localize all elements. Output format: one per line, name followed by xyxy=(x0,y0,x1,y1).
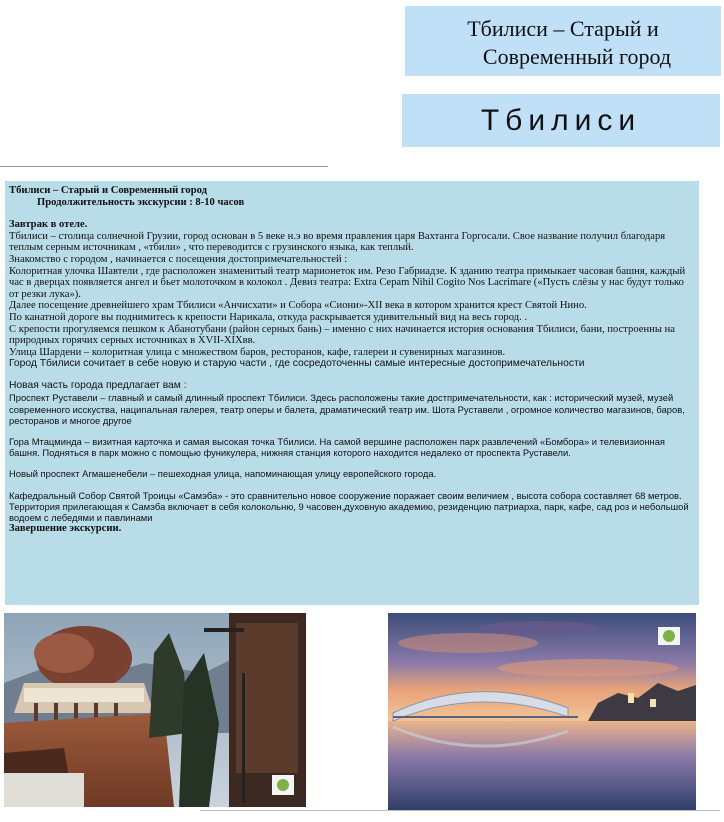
bottom-divider xyxy=(200,810,720,811)
breakfast-note: Завтрак в отеле. xyxy=(9,219,88,231)
paragraph-shardeni: Улица Шардени – колоритная улица с множеством баров, ресторанов, кафе, галереи и сувенирных магазинов. xyxy=(9,346,506,358)
tour-end: Завершение экскурсии. xyxy=(9,523,122,535)
paragraph-sameba: Кафедральный Собор Святой Троицы «Самэба» - это сравнительно новое сооружение поражает своим величием , высота собора составляет 68 метров. Территория прилегающая к Самэба включает в себя колокольню, 9 часовен,духовную академию, резиденцию патриарха, парк, кафе, сад роз и небольшой водоем с лебедями и павлинами xyxy=(9,489,689,523)
tour-duration: Продолжительность экскурсии : 8-10 часов xyxy=(37,196,245,208)
header-title-line2: Современный город xyxy=(482,44,672,69)
city-title-box xyxy=(402,94,720,147)
paragraph-intro: Тбилиси – столица солнечной Грузии, город основан в 5 веке н.э во время правления царя Вахтанга Горгосали. Свое название получил благодаря теплым серным источникам , «тбили» , что переводится с грузинского языка, как теплый. xyxy=(9,230,666,254)
paragraph-acquaintance: Знакомство с городом , начинается с посещения достопримечательностей : xyxy=(9,253,348,265)
city-title: Тбилиси xyxy=(480,104,642,137)
photo-peace-bridge xyxy=(388,613,696,810)
tour-title: Тбилиси – Старый и Современный город xyxy=(9,185,207,196)
paragraph-mtatsminda: Гора Мтацминда – визитная карточка и самая высокая точка Тбилиси. На самой вершине расположен парк развлечений «Бомбора» и телевизионная башня. Подняться в парк можно с помощью фуникулера, нижняя станция которого находится недалеко от проспекта Руставели. xyxy=(9,435,665,459)
paragraph-anchiskhati: Далее посещение древнейшего храм Тбилиси «Анчисхати» и Собора «Сиони»-XII века в котором хранится крест Святой Нино. xyxy=(9,300,587,312)
paragraph-old-and-new: Город Тбилиси сочитает в себе новую и старую части , где сосредоточенны самые интересные достопримечательности xyxy=(9,358,585,370)
paragraph-abanotubani: С крепости прогуляемся пешком к Абанотубани (район серных бань) – именно с них начинается история основания Тбилиси, бани, построенны на природных горячих серных источниках в XVII-XIXвв. xyxy=(9,323,675,347)
header-title-box xyxy=(405,6,721,76)
photo-old-town xyxy=(4,613,306,807)
paragraph-rustaveli: Проспект Руставели – главный и самый длинный проспект Тбилиси. Здесь расположены такие достпримечательности, как : исторический музей, музей современного исскуства, нациnальная галерея, театр оперы и балета, драматический театр им. Шота Руставели , огромное количество магазинов, баров, ресторанов и многое другое xyxy=(9,392,685,426)
paragraph-narikala: По канатной дороге вы поднимитесь к крепости Нарикала, откуда раскрывается удивительный вид на весь город. . xyxy=(9,311,528,323)
tour-description-panel xyxy=(5,181,699,605)
paragraph-new-part: Новая часть города предлагает вам : xyxy=(9,380,187,392)
divider xyxy=(0,166,328,167)
header-title-line1: Тбилиси – Старый и xyxy=(467,16,659,41)
paragraph-shavteli: Колоритная улочка Шавтели , где расположен знаменитый театр марионеток им. Резо Габриадзе. К зданию театра примыкает часовая башня, каждый час в дверцах появляется ангел и бьет молоточком в колокол . Девиз театра: Extra Cepam Nihil Cogito Nos Lacrimare («Пусть слёзы у нас будут только от резки лука»). xyxy=(9,265,686,300)
paragraph-agmashenebeli: Новый проспект Агмашенебели – пешеходная улица, напоминающая улицу европейского города. xyxy=(9,468,437,480)
